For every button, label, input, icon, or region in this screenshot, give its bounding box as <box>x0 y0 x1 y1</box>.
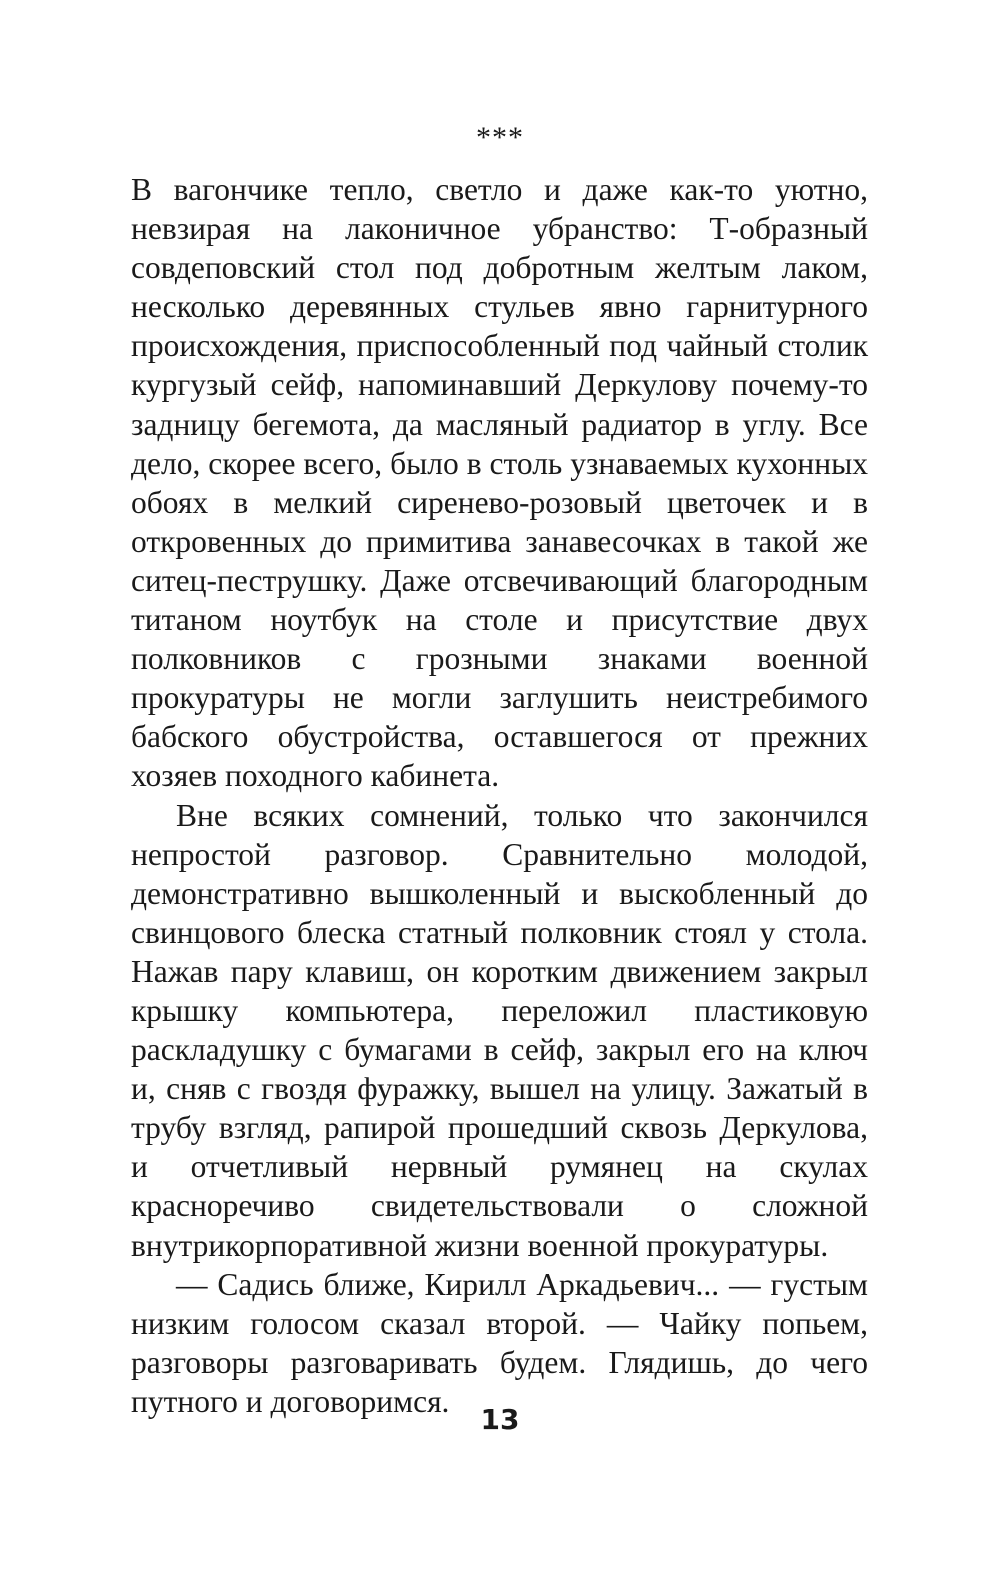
page-number: 13 <box>480 1403 520 1436</box>
paragraph-3: — Садись ближе, Кирилл Аркадьевич... — густым низким голосом сказал второй. — Чайку попьем, разговоры разговаривать будем. Глядишь, до чего путного и договоримся. <box>131 1266 868 1419</box>
paragraph-1: В вагончике тепло, светло и даже как-то уютно, невзирая на лаконичное убранство: Т-образный совдеповский стол под добротным желтым лаком, несколько деревянных стульев явно гарнитурного происхождения, приспособленный под чайный столик кургузый сейф, напоминавший Деркулову почему-то задницу бегемота, да масляный радиатор в углу. Все дело, скорее всего, было в столь узнаваемых кухонных обоях в мелкий сиренево-розовый цветочек и в откровенных до примитива занавесочках в такой же ситец-пеструшку. Даже отсвечивающий благородным титаном ноутбук на столе и присутствие двух полковников с грозными знаками военной прокуратуры не могли заглушить неистребимого бабского обустройства, оставшегося от прежних хозяев походного кабинета. <box>131 172 868 794</box>
body-text <box>131 170 868 1421</box>
paragraph-2: Вне всяких сомнений, только что закончился непростой разговор. Сравнительно молодой, демонстративно вышколенный и выскобленный до свинцового блеска статный полковник стоял у стола. Нажав пару клавиш, он коротким движением закрыл крышку компьютера, переложил пластиковую раскладушку с бумагами в сейф, закрыл его на ключ и, сняв с гвоздя фуражку, вышел на улицу. Зажатый в трубу взгляд, рапирой прошедший сквозь Деркулова, и отчетливый нервный румянец на скулах красноречиво свидетельствовали о сложной внутрикорпоративной жизни военной прокуратуры. <box>131 797 868 1263</box>
section-separator: *** <box>476 121 524 154</box>
